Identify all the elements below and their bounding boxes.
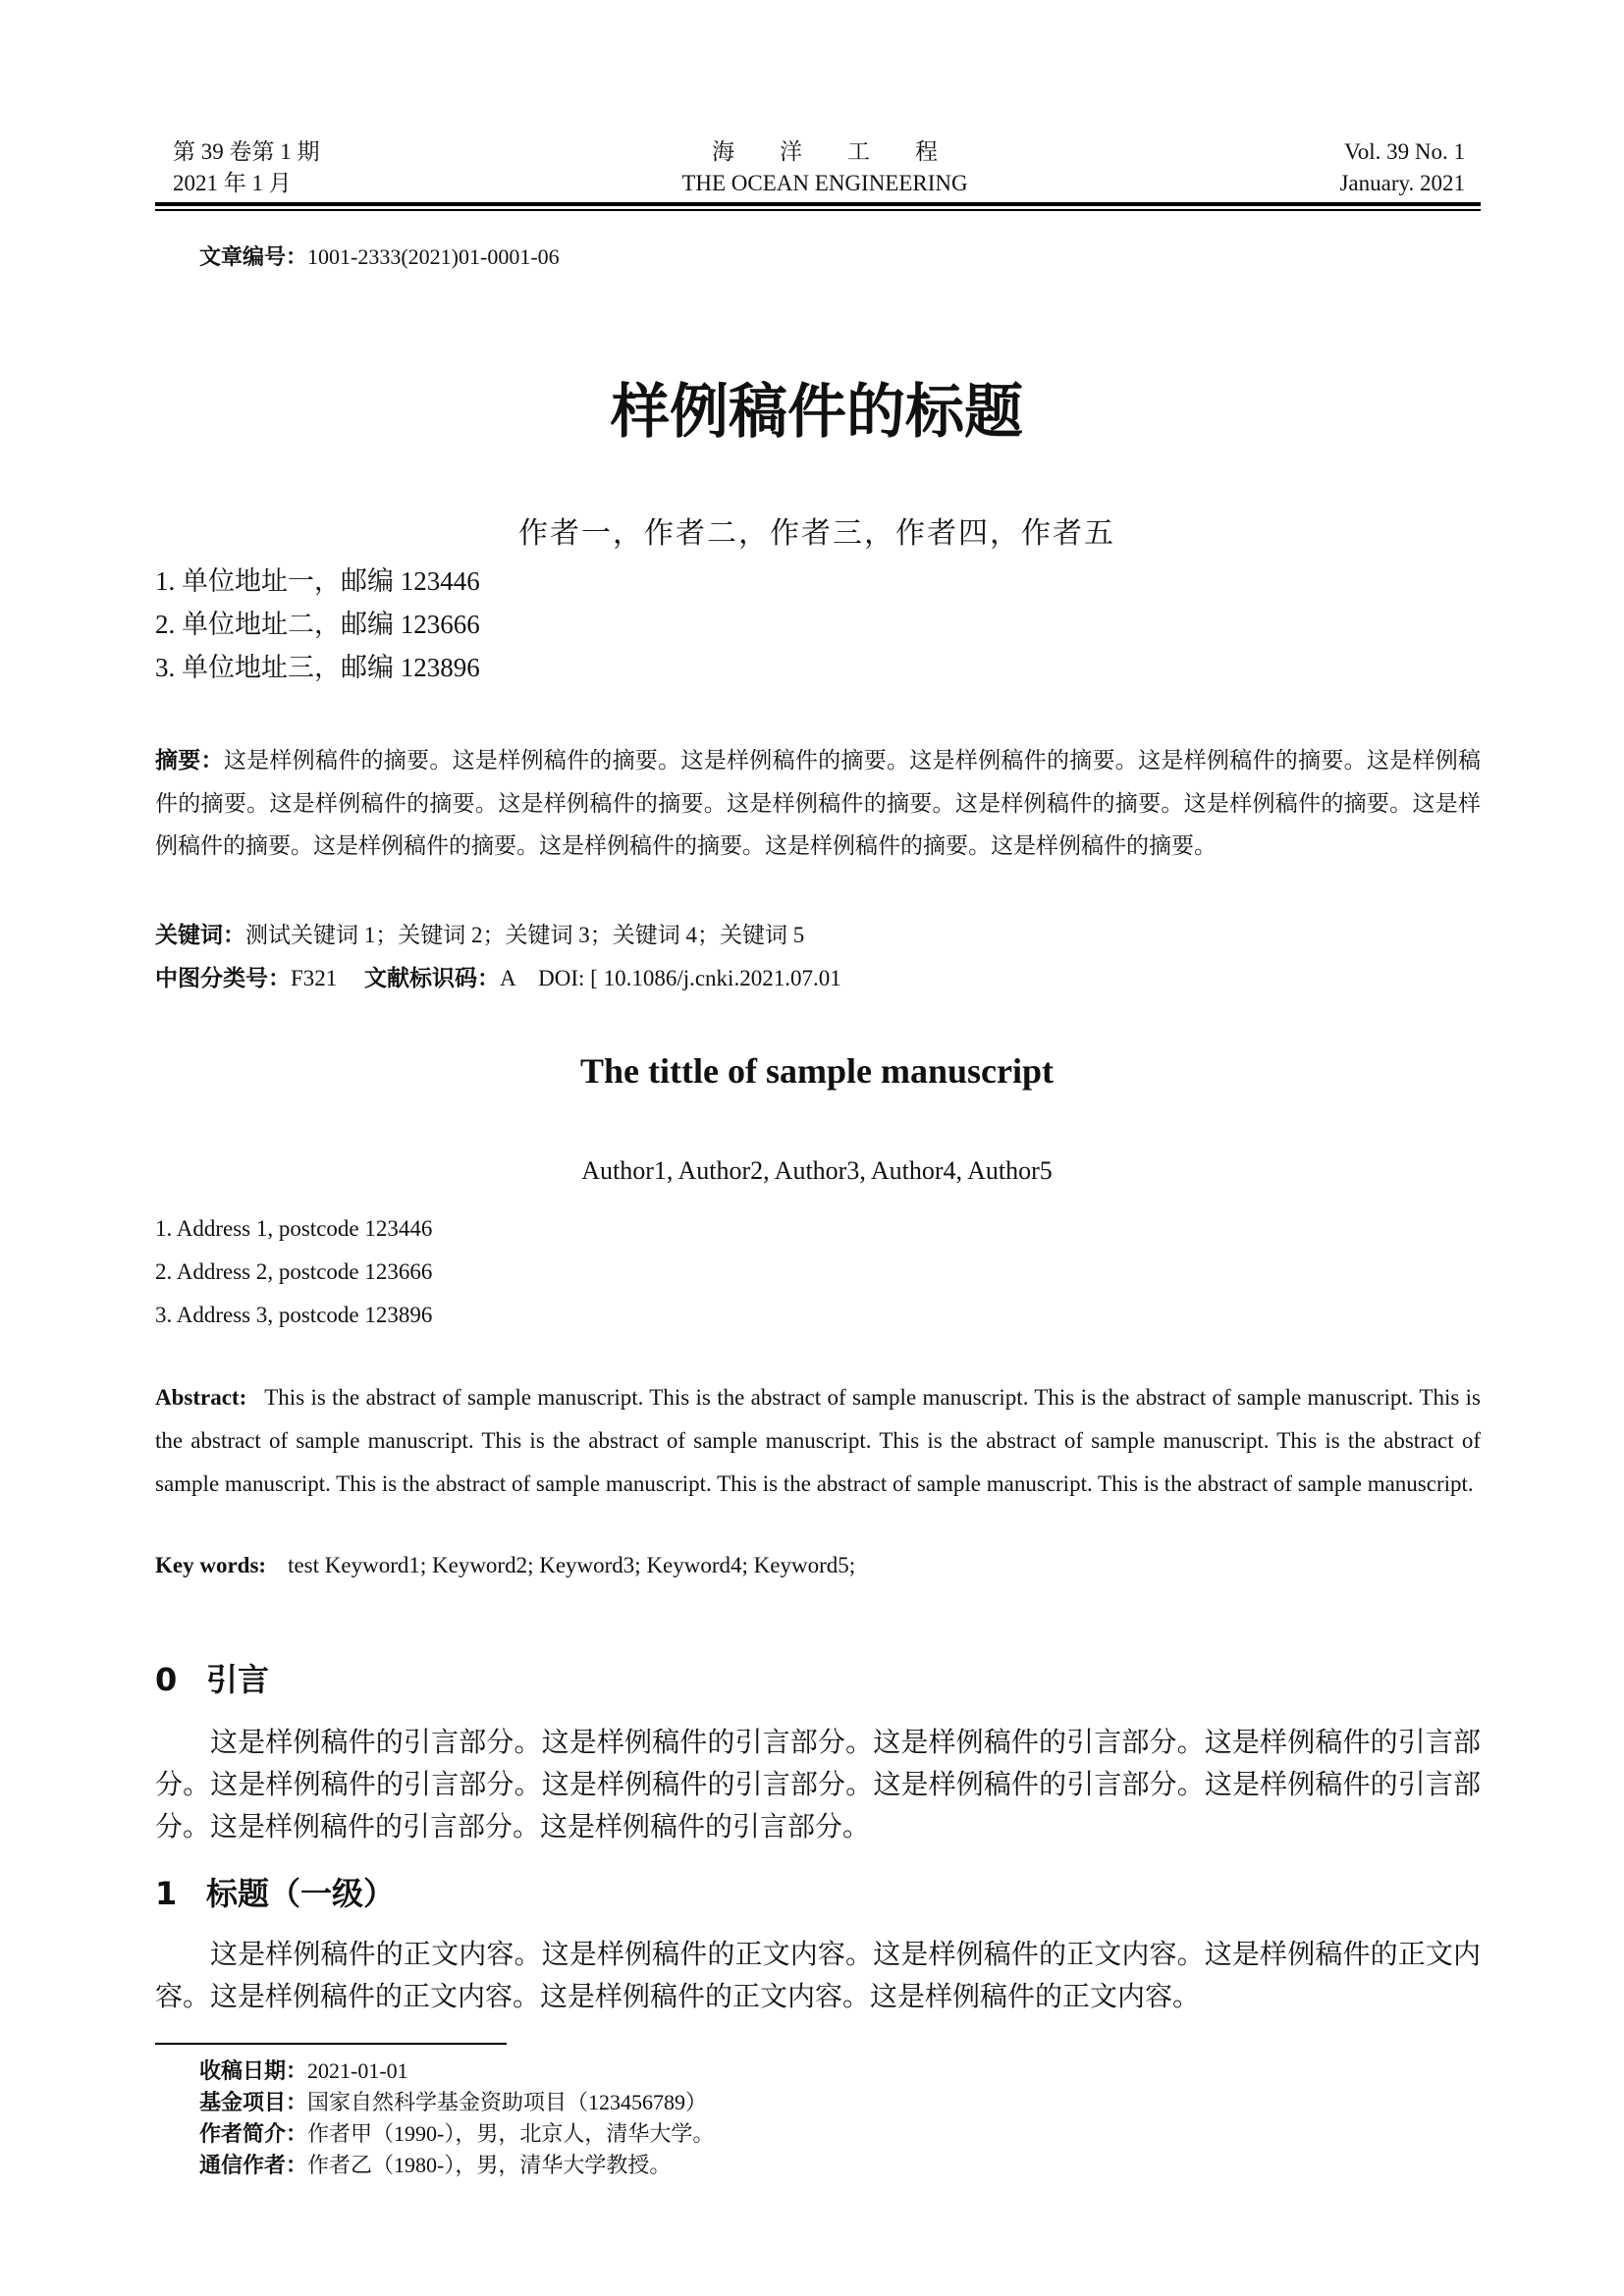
footnote-text: 作者乙（1980-），男，清华大学教授。 — [307, 2153, 672, 2177]
affiliation: 2. 单位地址二，邮编 123666 — [155, 610, 480, 639]
section-heading — [155, 1869, 395, 1914]
affiliation: 3. 单位地址三，邮编 123896 — [155, 653, 480, 682]
address: 3. Address 3, postcode 123896 — [155, 1303, 433, 1327]
affiliation: 1. 单位地址一，邮编 123446 — [155, 566, 480, 596]
journal-name-en: THE OCEAN ENGINEERING — [681, 171, 968, 195]
article-number-value: 1001-2333(2021)01-0001-06 — [307, 244, 560, 269]
abstract-en-text: This is the abstract of sample manuscript. This is the abstract of sample manuscript. This is the abstract of sample manuscript. This is the abstract of sample manuscript. This is the abstract of sample manuscript. This is the abstract of sample manuscript. This is the abstract of sample manuscript. This is the abstract of sample manuscript. This is the abstract of sample manuscript. This is the abstract of sample manuscript. — [155, 1385, 1481, 1496]
affiliations-cn — [155, 560, 480, 689]
section-title: 引言 — [206, 1661, 270, 1698]
volume-issue: 第 39 卷第 1 期 — [173, 139, 320, 164]
addresses-en — [155, 1207, 432, 1337]
authors-en: Author1, Author2, Author3, Author4, Author5 — [581, 1156, 1053, 1185]
section-number: 0 — [155, 1661, 178, 1698]
issue-date-en: January. 2021 — [1339, 171, 1465, 195]
footnote-rule — [155, 2043, 507, 2045]
section-number: 1 — [155, 1875, 178, 1912]
english-title: The tittle of sample manuscript — [580, 1051, 1054, 1091]
header-right — [1339, 136, 1465, 199]
address: 1. Address 1, postcode 123446 — [155, 1216, 433, 1241]
abstract-en — [155, 1376, 1481, 1505]
keywords-cn-text: 测试关键词 1；关键词 2；关键词 3；关键词 4；关键词 5 — [245, 923, 805, 947]
abstract-cn — [155, 739, 1481, 868]
footnote-text: 国家自然科学基金资助项目（123456789） — [307, 2090, 708, 2114]
doi[interactable]: DOI: [ 10.1086/j.cnki.2021.07.01 — [538, 966, 841, 990]
article-number-label: 文章编号： — [199, 244, 308, 269]
header-left — [173, 136, 320, 199]
footnote — [199, 2056, 714, 2087]
keywords-cn-label: 关键词： — [155, 923, 245, 947]
footnote-text: 2021-01-01 — [307, 2058, 408, 2083]
header-rule-thick — [155, 202, 1481, 206]
journal-name-cn: 海 洋 工 程 — [712, 139, 938, 164]
footnote-text: 作者甲（1990-），男，北京人，清华大学。 — [307, 2121, 715, 2146]
clc-label: 中图分类号： — [155, 966, 291, 990]
authors-cn: 作者一，作者二，作者三，作者四，作者五 — [518, 517, 1115, 550]
section-body: 这是样例稿件的引言部分。这是样例稿件的引言部分。这是样例稿件的引言部分。这是样例稿件的引言部分。这是样例稿件的引言部分。这是样例稿件的引言部分。这是样例稿件的引言部分。这是样例稿件的引言部分。这是样例稿件的引言部分。这是样例稿件的引言部分。 — [155, 1728, 1481, 1842]
abstract-cn-label: 摘要： — [155, 748, 224, 773]
issue-date: 2021 年 1 月 — [173, 171, 292, 195]
clc-value: F321 — [291, 966, 338, 990]
doc-code-label: 文献标识码： — [364, 966, 501, 990]
header-center — [530, 136, 1119, 199]
keywords-en-label: Key words: — [155, 1553, 267, 1577]
keywords-en — [155, 1553, 855, 1578]
abstract-en-label: Abstract: — [155, 1385, 247, 1410]
abstract-cn-text: 这是样例稿件的摘要。这是样例稿件的摘要。这是样例稿件的摘要。这是样例稿件的摘要。这是样例稿件的摘要。这是样例稿件的摘要。这是样例稿件的摘要。这是样例稿件的摘要。这是样例稿件的摘要。这是样例稿件的摘要。这是样例稿件的摘要。这是样例稿件的摘要。这是样例稿件的摘要。这是样例稿件的摘要。这是样例稿件的摘要。这是样例稿件的摘要。 — [155, 748, 1482, 859]
keywords-en-text: test Keyword1; Keyword2; Keyword3; Keyword4; Keyword5; — [288, 1553, 856, 1577]
footnote — [199, 2150, 714, 2181]
footnote — [199, 2118, 714, 2150]
article-number — [199, 240, 560, 271]
footnote-label: 作者简介： — [199, 2121, 308, 2146]
page-title: 样例稿件的标题 — [611, 378, 1023, 447]
volume-issue-en: Vol. 39 No. 1 — [1344, 139, 1465, 164]
section-title: 标题（一级） — [206, 1875, 396, 1912]
doc-code-value: A — [500, 966, 515, 990]
keywords-cn — [155, 917, 804, 949]
section-heading — [155, 1655, 269, 1700]
footnote-label: 收稿日期： — [199, 2058, 308, 2083]
header-rule-thin — [155, 209, 1481, 211]
footnote-label: 通信作者： — [199, 2153, 308, 2177]
address: 2. Address 2, postcode 123666 — [155, 1259, 433, 1284]
footnote — [199, 2087, 714, 2118]
section-body: 这是样例稿件的正文内容。这是样例稿件的正文内容。这是样例稿件的正文内容。这是样例稿件的正文内容。这是样例稿件的正文内容。这是样例稿件的正文内容。这是样例稿件的正文内容。 — [155, 1940, 1481, 2012]
classification-line — [155, 960, 841, 992]
footnote-label: 基金项目： — [199, 2090, 308, 2114]
footnotes — [199, 2056, 714, 2181]
